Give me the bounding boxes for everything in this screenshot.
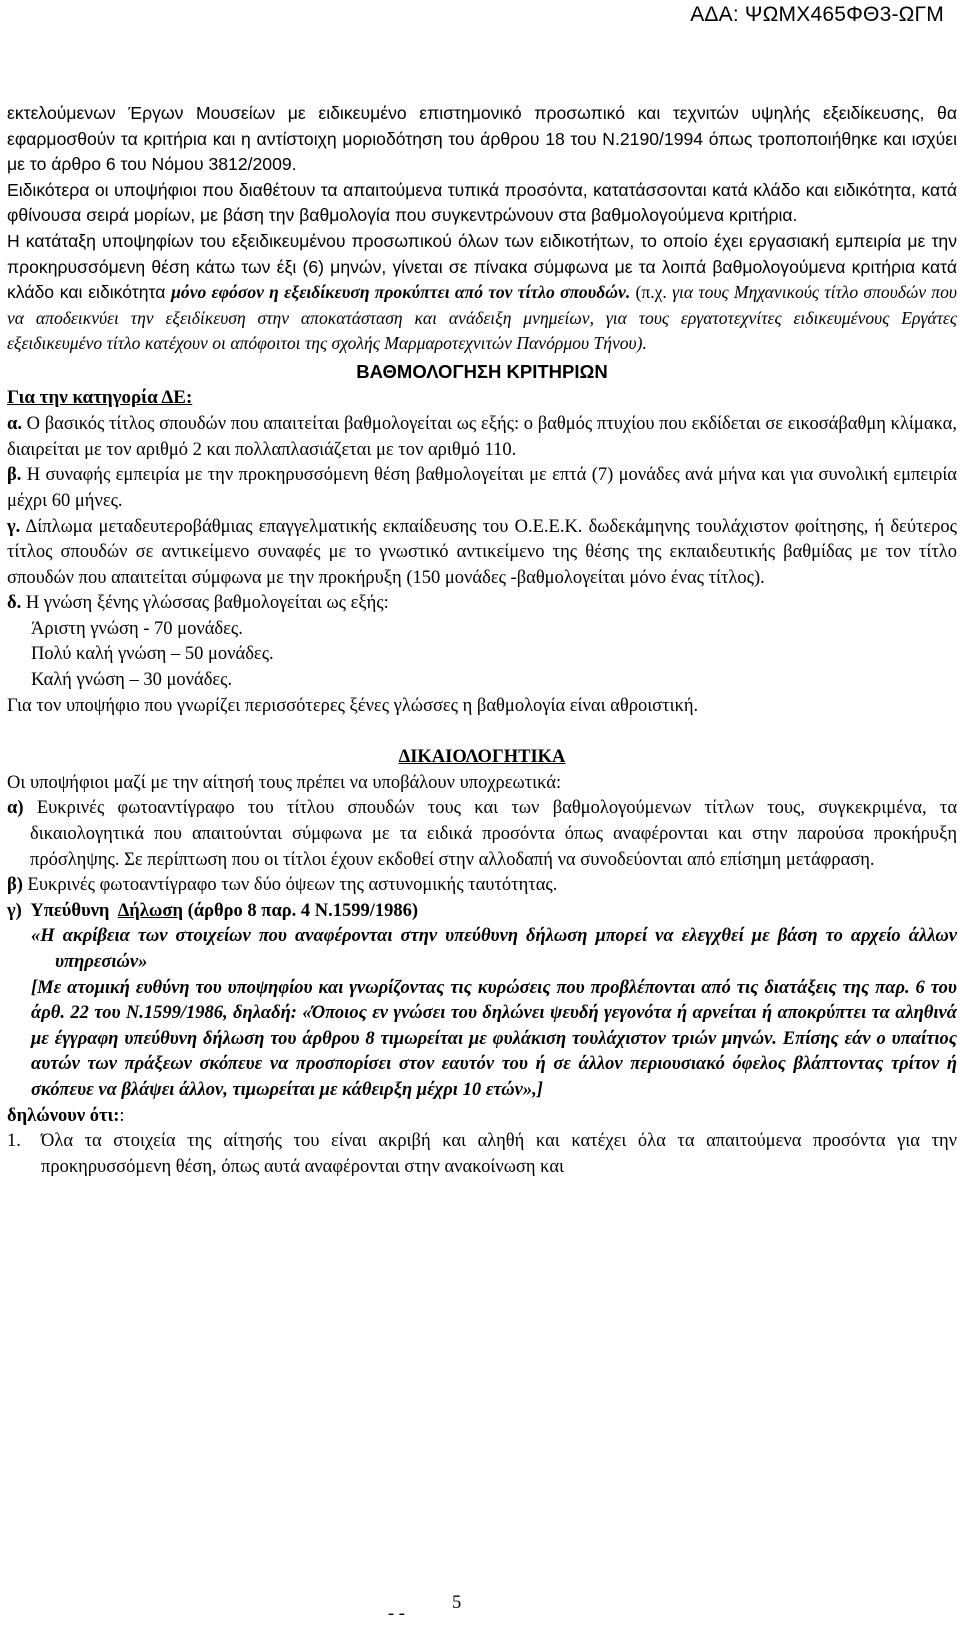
document-a [7, 796, 957, 873]
p3-emphasis: μόνο εφόσον η εξειδίκευση προκύπτει από τον τίτλο σπουδών. [171, 282, 631, 303]
language-level-very-good: Πολύ καλή γνώση – 50 μονάδες. [31, 644, 274, 665]
documents-intro: Οι υποψήφιοι μαζί με την αίτησή τους πρέπει να υποβάλουν υποχρεωτικά: [7, 772, 562, 793]
document-body [7, 101, 957, 1180]
p3-text: Η κατάταξη υποψηφίων του εξειδικευμένου προσωπικού όλων των ειδικοτήτων, το οποίο έχει εργασιακή εμπειρία με την προκηρυσσόμενη θέση κάτω των έξι (6) μηνών, γίνεται σε πίνακα σύμφωνα με τα λοιπά βαθμολογούμενα κριτήρια κατά κλάδο και ειδικότητα [7, 230, 957, 303]
criterion-d-label: δ. [7, 593, 22, 614]
criterion-d [7, 591, 957, 617]
intro-paragraph-2: Ειδικότερα οι υποψήφιοι που διαθέτουν τα απαιτούμενα τυπικά προσόντα, κατατάσσονται κατά κλάδο και ειδικότητα, κατά φθίνουσα σειρά μορίων, με βάση την βαθμολογία που συγκεντρώνουν στα βαθμολογούμενα κριτήρια. [7, 179, 957, 226]
document-c-text: Υπεύθυνη [30, 900, 110, 921]
p3-example: για τους Μηχανικούς τίτλο σπουδών που να αποδεικνύει την εξειδίκευση στην αποκατάσταση και ανάδειξη μνημείων, για τους εργατοτεχνίτες ειδικευμένους Εργάτες εξειδικευμένο τίτλο κατέχουν οι απόφοιτοι της σχολής Μαρμαροτεχνιτών Πανόρμου Τήνου). [7, 282, 957, 354]
category-heading: Για την κατηγορία ΔΕ: [7, 386, 193, 408]
declare-colon: : [119, 1105, 125, 1126]
criterion-a [7, 412, 957, 463]
document-a-text: Ευκρινές φωτοαντίγραφο του τίτλου σπουδών τους και των βαθμολογούμενων τίτλων τους, συγκεκριμένα, τα δικαιολογητικά που απαιτούνται σύμφωνα με τα ειδικά προσόντα όπως αναφέρονται και στην παρούσα προκήρυξη πρόσληψης. Σε περίπτωση που οι τίτλοι έχουν εκδοθεί στην αλλοδαπή να συνοδεύονται από επίσημη μετάφραση. [30, 798, 958, 870]
page-number: 5 [452, 1593, 462, 1613]
language-level-good: Καλή γνώση – 30 μονάδες. [31, 670, 233, 691]
declare-text: δηλώνουν ότι: [7, 1105, 120, 1126]
scoring-title: ΒΑΘΜΟΛΟΓΗΣΗ ΚΡΙΤΗΡΙΩΝ [356, 360, 608, 382]
p3-eg: (π.χ. [630, 282, 673, 303]
criterion-c-label: γ. [7, 516, 21, 537]
intro-paragraph-3 [7, 229, 957, 357]
documents-title: ΔΙΚΑΙΟΛΟΓΗΤΙΚΑ [398, 747, 566, 768]
criterion-b [7, 463, 957, 514]
declaration-item-1-text: Όλα τα στοιχεία της αίτησής του είναι ακριβή και αληθή και κατέχει όλα τα απαιτούμενα προσόντα για την προκηρυσσόμενη θέση, όπως αυτά αναφέρονται στην ανακοίνωση και [41, 1131, 957, 1177]
document-c-quote: «Η ακρίβεια των στοιχείων που αναφέρονται στην υπεύθυνη δήλωση μπορεί να ελεγχθεί με βάση το αρχείο άλλων υπηρεσιών» [31, 926, 957, 972]
declare-line [7, 1104, 957, 1130]
declaration-item-1 [7, 1129, 957, 1180]
language-level-excellent: Άριστη γνώση - 70 μονάδες. [31, 618, 243, 639]
document-c [7, 899, 957, 925]
document-b [7, 873, 957, 899]
document-c-declaration: Δήλωση [117, 900, 183, 921]
criterion-c-text: Δίπλωμα μεταδευτεροβάθμιας επαγγελματικής εκπαίδευσης του Ο.Ε.Ε.Κ. δωδεκάμηνης τουλάχιστον φοίτησης, ή δεύτερος τίτλος σπουδών σε αντικείμενο συναφές με το γνωστικό αντικείμενο της θέσης της εκπαιδευτικής βαθμίδας με τον τίτλο σπουδών που απαιτείται σύμφωνα με την προκήρυξη (150 μονάδες -βαθμολογείται μόνο ένας τίτλος). [7, 516, 957, 588]
criterion-b-label: β. [7, 465, 22, 486]
document-b-label: β) [7, 875, 23, 896]
intro-paragraph-1: εκτελούμενων Έργων Μουσείων με ειδικευμένο επιστημονικό προσωπικό και τεχνιτών υψηλής εξειδίκευσης, θα εφαρμοσθούν τα κριτήρια και η αντίστοιχη μοριοδότηση του άρθρου 18 του Ν.2190/1994 όπως τροποποιήθηκε και ισχύει με το άρθρο 6 του Νόμου 3812/2009. [7, 103, 957, 175]
criterion-d-text: Η γνώση ξένης γλώσσας βαθμολογείται ως εξής: [21, 593, 389, 614]
document-b-text: Ευκρινές φωτοαντίγραφο των δύο όψεων της αστυνομικής ταυτότητας. [22, 875, 558, 896]
footer-dashes: - - [388, 1604, 405, 1624]
criterion-a-label: α. [7, 414, 22, 435]
declaration-item-1-label: 1. [7, 1131, 21, 1152]
document-c-label: γ) [7, 900, 22, 921]
criterion-b-text: Η συναφής εμπειρία με την προκηρυσσόμενη θέση βαθμολογείται με επτά (7) μονάδες ανά μήνα και για συνολική εμπειρία μέχρι 60 μήνες. [7, 465, 957, 511]
criterion-a-text: Ο βασικός τίτλος σπουδών που απαιτείται βαθμολογείται ως εξής: ο βαθμός πτυχίου που εκδίδεται σε εικοσάβαθμη κλίμακα, διαιρείται με τον αριθμό 2 και πολλαπλασιάζεται με τον αριθμό 110. [7, 414, 957, 460]
document-c-law: (άρθρο 8 παρ. 4 Ν.1599/1986) [182, 900, 419, 921]
criterion-c [7, 515, 957, 592]
document-c-penalty: [Με ατομική ευθύνη του υποψηφίου και γνωρίζοντας τις κυρώσεις που προβλέπονται από τις διατάξεις της παρ. 6 του άρθ. 22 του Ν.1599/1986, δηλαδή: «Όποιος εν γνώσει του δηλώνει ψευδή γεγονότα ή αρνείται ή αποκρύπτει τα αληθινά με έγγραφη υπεύθυνη δήλωση του άρθρου 8 τιμωρείται με φυλάκιση τουλάχιστον τριών μηνών. Επίσης εάν ο υπαίτιος αυτών των πράξεων σκόπευε να προσπορίσει στον εαυτόν του ή σε άλλον περιουσιακό όφελος βλάπτοντας τρίτον ή σκόπευε να βλάψει άλλον, τιμωρείται με κάθειρξη μέχρι 10 ετών»,] [31, 977, 957, 1100]
cumulative-note: Για τον υποψήφιο που γνωρίζει περισσότερες ξένες γλώσσες η βαθμολογία είναι αθροιστική. [7, 695, 699, 716]
document-a-label: α) [7, 798, 24, 819]
ada-code: ΑΔΑ: ΨΩΜΧ465ΦΘ3-ΩΓΜ [690, 3, 944, 26]
page-footer [388, 1593, 462, 1625]
